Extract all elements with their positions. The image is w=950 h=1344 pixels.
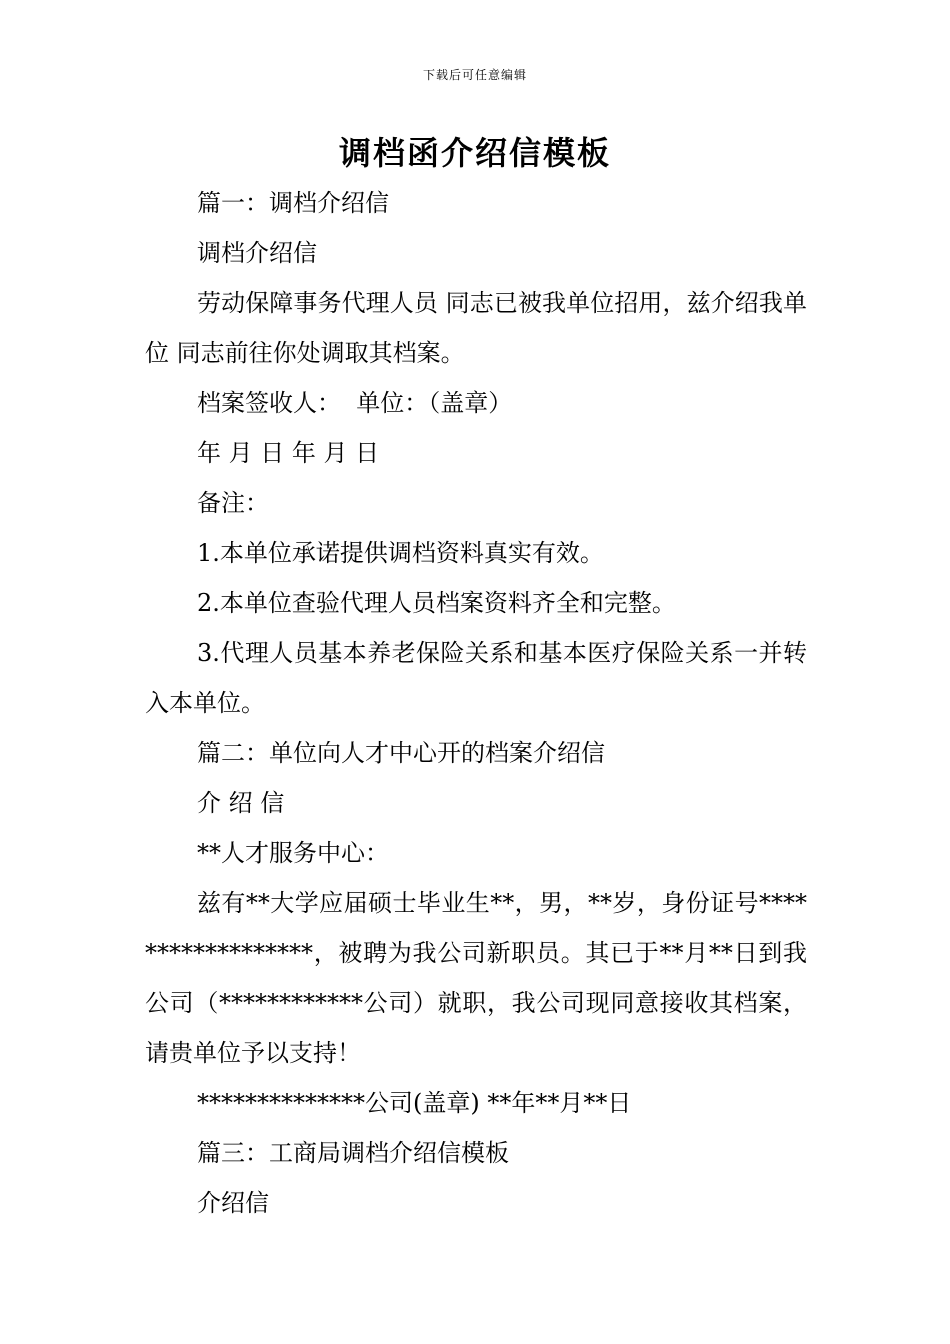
signature-line: 档案签收人： 单位：（盖章）: [197, 389, 513, 417]
document-title: 调档函介绍信模板: [338, 134, 611, 172]
letter-heading: 调档介绍信: [197, 239, 317, 267]
body-paragraph: 劳动保障事务代理人员 同志已被我单位招用，兹介绍我单位 同志前往你处调取其档案。: [145, 289, 807, 367]
section-heading-2: 篇二：单位向人才中心开的档案介绍信: [197, 739, 605, 767]
section-heading-3: 篇三：工商局调档介绍信模板: [197, 1139, 509, 1167]
letter-heading: 介 绍 信: [197, 789, 285, 817]
note-item-2: 2.本单位查验代理人员档案资料齐全和完整。: [197, 589, 676, 617]
body-paragraph: 兹有**大学应届硕士毕业生**，男，**岁，身份证号******************，被聘为我公司新职员。其已于**月**日到我公司（************公司）就职，我公司现同意接收其档案，请贵单位予以支持！: [145, 889, 807, 1067]
date-line: 年 月 日 年 月 日: [197, 439, 380, 467]
signature-date-line: **************公司(盖章) **年**月**日: [197, 1089, 632, 1117]
recipient-line: **人才服务中心：: [197, 839, 389, 867]
note-item-1: 1.本单位承诺提供调档资料真实有效。: [197, 539, 604, 567]
note-item-3: 3.代理人员基本养老保险关系和基本医疗保险关系一并转入本单位。: [145, 639, 807, 717]
letter-heading: 介绍信: [197, 1189, 269, 1217]
document-body: [145, 178, 807, 1228]
header-note: 下载后可任意编辑: [422, 68, 527, 82]
notes-label: 备注：: [197, 489, 269, 517]
section-heading-1: 篇一：调档介绍信: [197, 189, 389, 217]
